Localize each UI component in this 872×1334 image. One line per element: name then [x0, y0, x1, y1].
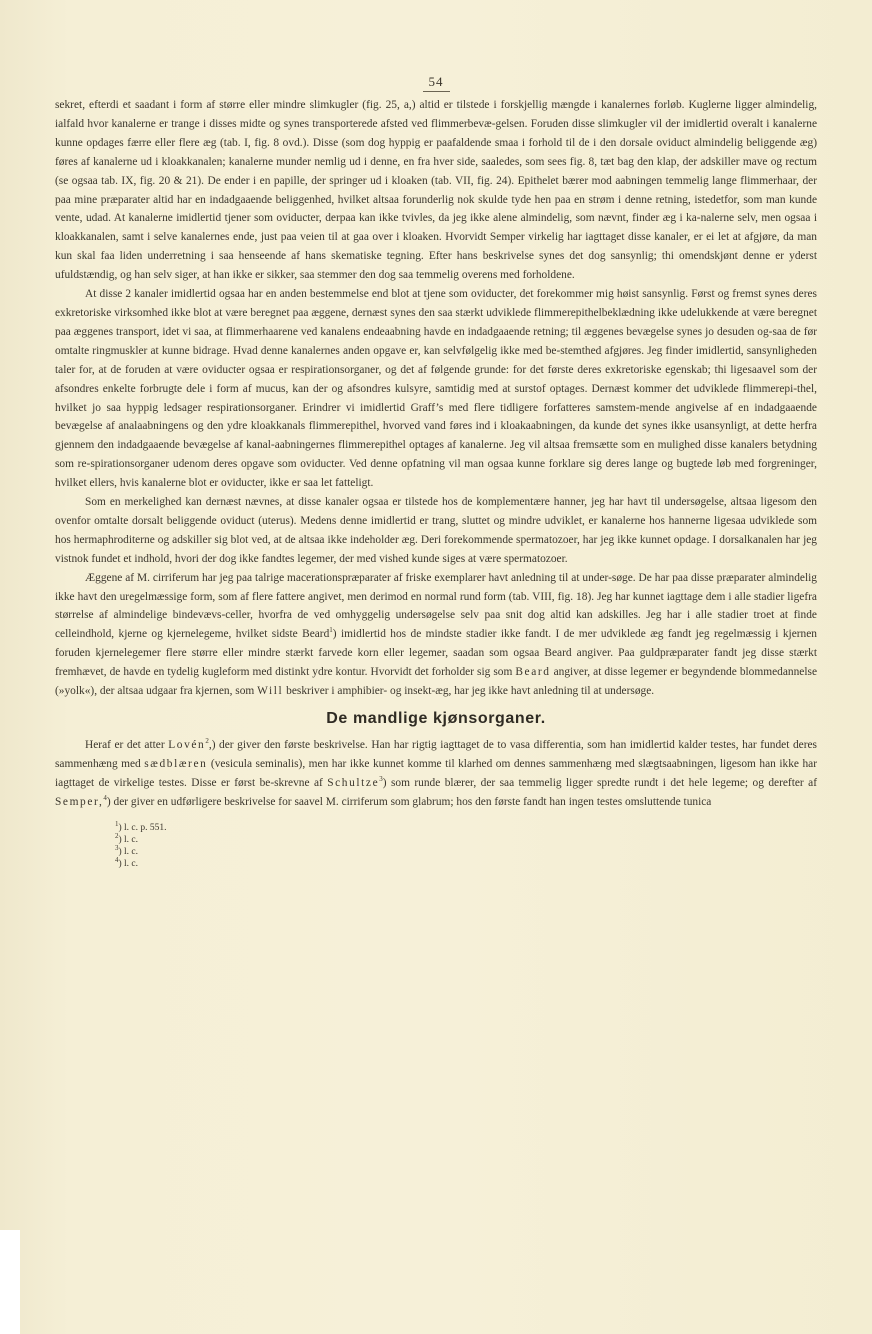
paragraph-oviduct-secretion: sekret, efterdi et saadant i form af større eller mindre slimkugler (fig. 25, a,) altid er tilstede i forskjellig mængde i kanalernes forløb. Kuglerne ligger almindelig, ialfald hvor kanalerne er trange i disses midte og synes transporterede afsted ved flimmerbevæ-gelsen. Foruden disse slimkugler vil der imidlertid overalt i kanalerne kunne opdages færre eller flere æg (tab. I, fig. 8 ovd.). Disse (som dog hyppig er paafaldende smaa i forhold til de i den dorsale oviduct almindelig beliggende æg) føres af kanalerne ud i kloakkanalen; kanalerne munder nemlig ud i denne, en fra hver side, saaledes, som sees fig. 8, tæt bag den klap, der adskiller mave og rectum (se ogsaa tab. IX, fig. 20 & 21). De ender i en papille, der springer ud i kloaken (tab. VII, fig. 24). Epithelet bærer mod aabningen temmelig lange flimmerhaar, der paa mine præparater altid har en indadgaaende beliggenhed, hvilket altsaa forunderlig nok skulde tyde hen paa en strøm i denne retning, istedetfor, som man kunde vente, udad. At kanalerne imidlertid tjener som oviducter, derpaa kan ikke tvivles, da jeg ikke alene almindelig, som nævnt, finder æg i ka-nalerne selv, men ogsaa i kloakkanalen, samt i selve kanalernes ende, just paa veien til at gaa over i kloaken. Hvorvidt Semper virkelig har iagttaget disse kanaler, er ei let at afgjøre, da man kun skal faa liden underretning i saa henseende af hans skematiske tegning. Efter hans beskrivelse synes det dog sansynlig; thi omendskjønt denne er yderst ufuldstændig, og han selv siger, at han ikke er sikker, saa stemmer den dog saa temmelig overens med forholdene. [55, 99, 817, 282]
paragraph-respiration-hypothesis: At disse 2 kanaler imidlertid ogsaa har en anden bestemmelse end blot at tjene som oviducter, det forekommer mig høist sansynlig. Først og fremst synes deres exkretoriske virksomhed ikke blot at være beregnet paa æggene, dernæst synes den saa stærkt udviklede flimmerepithelbeklædning ikke udelukkende at være beregnet paa æggenes transport, idet vi saa, at flimmerhaarene ved kanalens endeaabning havde en indadgaaende retning; til æggenes bevægelse synes jo desuden og-saa de før omtalte ringmuskler at kunne bidrage. Hvad denne kanalernes anden opgave er, kan selvfølgelig ikke med be-stemthed afgjøres. Jeg finder imidlertid, sansynligheden taler for, at de foruden at være oviducter ogsaa er respirationsorganer, og det af følgende grunde: for det første deres exkretoriske egenskab; thi ligesaavel som der afsondres enkelte forbrugte dele i form af mucus, kan der og afsondres kulsyre, samtidig med at surstof optages. Dernæst kommer det udviklede flimmerepi-thel, hvilket jo saa hyppig ledsager respirationsorganer. Erindrer vi imidlertid Graff’s med flere tidligere forfatteres samstem-mende angivelse af en indadgaaende bevægelse af analaabningens og den ydre kloakkanals flimmerepithel, hvorved vand føres ind i kloakaabningen, da kunde det synes ikke usansynligt, at dette herfra gjennem den indadgaaende bevægelse af kanal-aabningernes flimmerepithel optages af kanalerne. Jeg vil altsaa fremsætte som en mulighed disse kanalers betydning som re-spirationsorganer udenom deres opgave som oviducter. Ved denne opfatning vil man ogsaa kunne forklare sig deres lange og bugtede løb med forgreninger, hvilket ellers, hvis kanalerne blot er oviducter, ikke er saa let fatteligt. [55, 288, 817, 490]
eggs-text-2: ) imidlertid hos de mindste stadier ikke fandt. I de mer udviklede æg fandt jeg regelmæssig i kjernen foruden kjernelegemer flere større eller mindre stærkt farvede korn eller legemer, saadan som ogsaa Beard angiver. Paa guldpræparater fandt jeg disse stærkt fremhævet, de havde en tydelig kugleform med distinkt ydre kontur. Hvorvidt det forholder sig som [55, 628, 817, 679]
scan-edge-artifact [0, 1230, 20, 1334]
author-name-will: Will [257, 685, 284, 698]
footnote [115, 819, 817, 834]
footnote-text: ) l. c. [118, 846, 139, 857]
male-text-1: Heraf er det atter [85, 739, 169, 751]
footnote-text: ) l. c. p. 551. [118, 822, 167, 833]
eggs-text-1: Æggene af M. cirriferum har jeg paa talrige macerationspræparater af friske exemplarer havt anledning til at under-søge. De har paa disse præparater almindelig ikke havt den uregelmæssige form, som af flere fattere angivet, men derimod en normal rund form (tab. VIII, fig. 18). Jeg har kunnet iagttage dem i alle stadier ligefra størrelse af almindelige bindevævs-celler, hvorfra de ved omhyggelig undersøgelse selv paa snit dog altid kan adskilles. Jeg har i alle stadier troet at finde celleindhold, kjerne og kjernelegeme, hvilket sidste Beard [55, 571, 817, 641]
footnote-mark: 1 [115, 819, 119, 828]
term-saedblaeren: sædblæren [144, 757, 208, 770]
page-number-text: 54 [423, 74, 450, 92]
page-number [0, 74, 872, 92]
text-body [55, 96, 817, 870]
eggs-text-4: beskriver i amphibier- og insekt-æg, har jeg ikke havt anledning til at undersøge. [283, 685, 655, 698]
author-name-beard: Beard [515, 666, 551, 679]
paragraph-complementary-males: Som en merkelighed kan dernæst nævnes, at disse kanaler ogsaa er tilstede hos de komplementære hanner, jeg har havt til undersøgelse, altsaa ligesom den ovenfor omtalte dorsalt beliggende oviduct (uterus). Medens denne imidlertid er trang, sluttet og mindre udviklet, er kanalerne hos hannerne ligesaa udviklede som hos hermaphroditerne og adskiller sig blot ved, at de altsaa ikke indeholder æg. Deri forekommende spermatozoer, har jeg ikke kunnet opdage. I dorsalkanalen har jeg vistnok fundet et indhold, hvori der dog ikke fandtes legemer, der med vished kunde siges at være spermatozoer. [55, 496, 817, 565]
footnotes [55, 819, 817, 870]
footnote [115, 843, 817, 858]
male-text-3: (vesicula seminalis), men har ikke kunnet komme til klarhed om dennes sammenhæng med slægtsaabningen, ligesom han ikke har iagttaget de virkelige testes. Disse er først be-skrevne af [55, 757, 818, 789]
footnote-mark: 4 [115, 855, 119, 864]
eggs-text-3: angiver, at disse legemer er begyndende blommedannelse (»yolk«), der altsaa udgaar fra kjernen, som [55, 666, 818, 698]
footnote-mark: 2 [115, 831, 119, 840]
male-text-2: ,) der giver den første beskrivelse. Han har rigtig iagttaget de to vasa differentia, som han imidlertid kalder testes, har fundet deres sammenhæng med [55, 739, 817, 770]
male-text-5: ) der giver en udførligere beskrivelse for saavel M. cirriferum som glabrum; hos den første fandt han ingen testes omsluttende tunica [106, 795, 712, 808]
footnote-mark: 3 [115, 843, 119, 852]
footnote [115, 831, 817, 846]
footnote-ref-2: 2 [205, 737, 209, 746]
paragraph-male-organs [55, 736, 817, 812]
footnote-ref-1: 1 [329, 626, 333, 635]
footnote-ref-4: 4 [103, 793, 107, 802]
footnote [115, 855, 817, 870]
author-name-loven: Lovén [168, 739, 206, 751]
section-heading: De mandlige kjønsorganer. [326, 710, 546, 727]
footnote-text: ) l. c. [118, 834, 139, 845]
footnote-text: ) l. c. [118, 858, 139, 869]
male-text-4: ) som runde blærer, der saa temmelig ligger spredte rundt i det hele legeme; og derefter af [382, 776, 817, 789]
author-name-semper: Semper, [55, 795, 104, 808]
paragraph-eggs [55, 569, 817, 701]
footnote-ref-3: 3 [379, 775, 383, 784]
author-name-schultze: Schultze [327, 776, 380, 789]
